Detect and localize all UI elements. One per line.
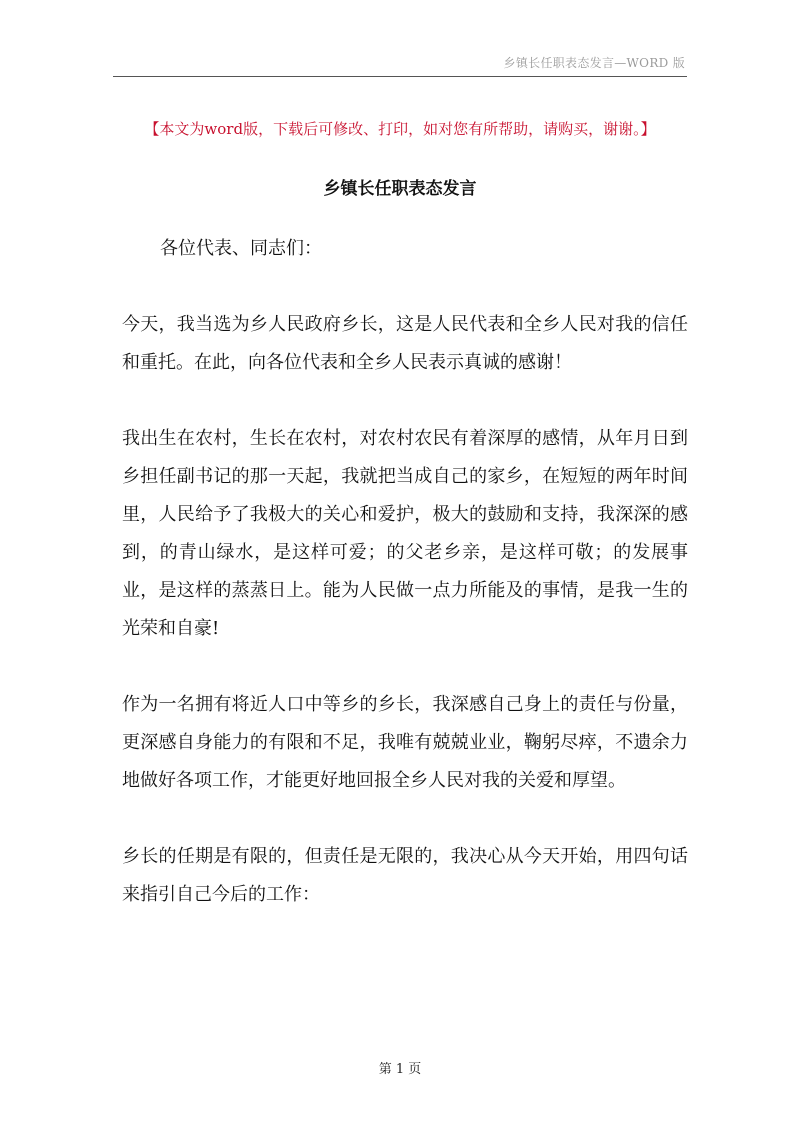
document-body [122,230,688,914]
salutation: 各位代表、同志们： [160,238,322,259]
page-number: 第 1 页 [378,1062,422,1077]
purchase-notice: 【本文为word版，下载后可修改、打印，如对您有所帮助，请购买，谢谢。】 [144,120,656,138]
header-divider [113,76,687,77]
body-paragraph: 今天，我当选为乡人民政府乡长，这是人民代表和全乡人民对我的信任和重托。在此，向各位代表和全乡人民表示真诚的感谢！ [122,314,688,373]
body-paragraph: 乡长的任期是有限的，但责任是无限的，我决心从今天开始，用四句话来指引自己今后的工作： [122,846,688,905]
running-header-title: 乡镇长任职表态发言—WORD 版 [503,56,685,70]
body-paragraph: 我出生在农村，生长在农村，对农村农民有着深厚的感情，从年月日到乡担任副书记的那一天起，我就把当成自己的家乡，在短短的两年时间里，人民给予了我极大的关心和爱护，极大的鼓励和支持，我深深的感到，的青山绿水，是这样可爱；的父老乡亲，是这样可敬；的发展事业，是这样的蒸蒸日上。能为人民做一点力所能及的事情，是我一生的光荣和自豪! [122,428,688,639]
body-paragraph: 作为一名拥有将近人口中等乡的乡长，我深感自己身上的责任与份量，更深感自身能力的有限和不足，我唯有兢兢业业，鞠躬尽瘁，不遗余力地做好各项工作，才能更好地回报全乡人民对我的关爱和厚望。 [122,694,688,791]
document-title: 乡镇长任职表态发言 [323,179,477,199]
